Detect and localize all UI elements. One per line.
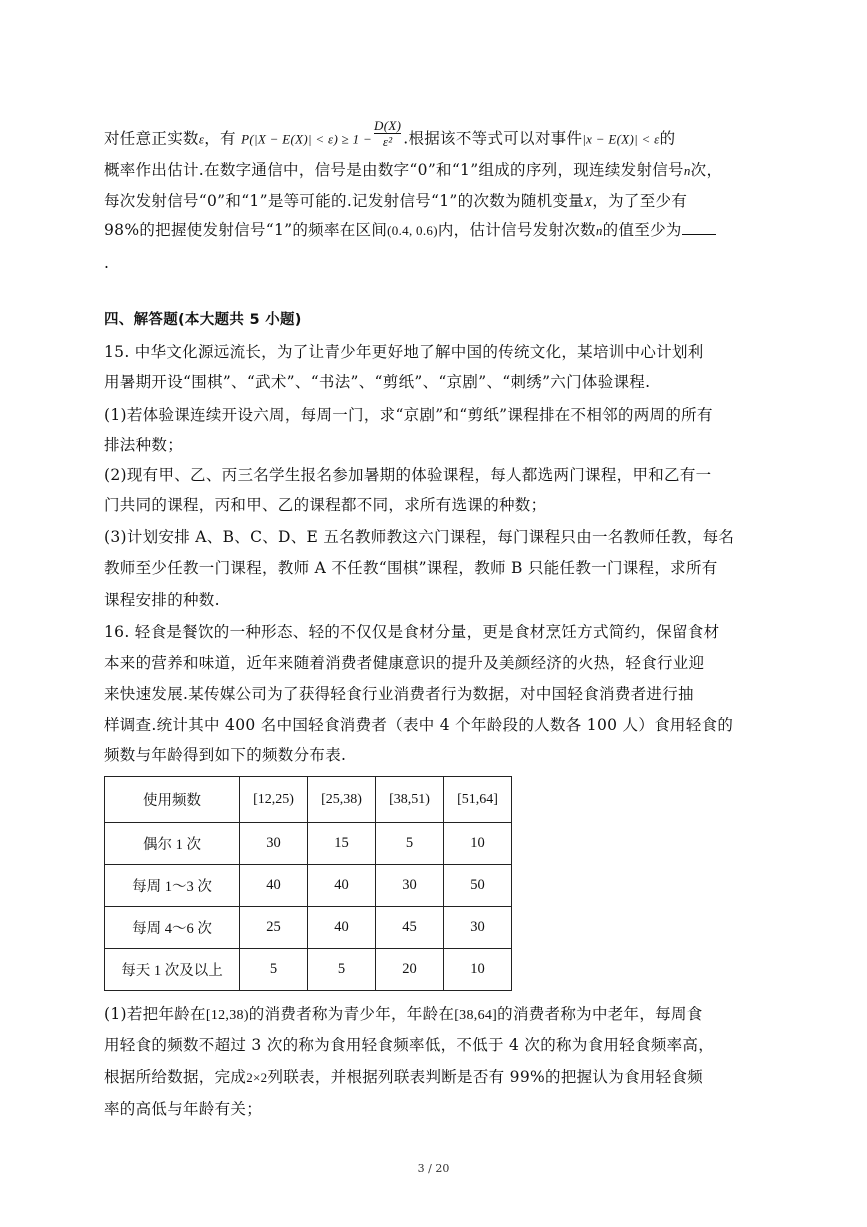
table-cell: 5	[240, 949, 308, 991]
q16-line-4: 样调查.统计其中 400 名中国轻食消费者（表中 4 个年龄段的人数各 100 人）食用轻食的	[104, 716, 734, 734]
q16-line-2: 本来的营养和味道，近年来随着消费者健康意识的提升及美颜经济的火热，轻食行业迎	[104, 654, 705, 672]
table-cell: 40	[308, 865, 376, 907]
text: 内，估计信号发射次数	[437, 221, 596, 239]
text: 每次发射信号“0”和“1”是等可能的.记发射信号“1”的次数为随机变量	[104, 192, 585, 210]
math-fraction	[374, 118, 401, 149]
table-row-label: 偶尔 1 次	[105, 823, 240, 865]
text: (1)若把年龄在	[104, 1005, 206, 1023]
math-n: n	[595, 223, 603, 238]
table-cell: 40	[240, 865, 308, 907]
q16-part1-line-1	[104, 1003, 764, 1027]
math-event: |x − E(X)| < ε	[582, 131, 660, 147]
text: 列联表，并根据列联表判断是否有 99%的把握认为食用轻食频	[267, 1068, 704, 1086]
table-cell: 50	[444, 865, 512, 907]
q16-part1-line-3	[104, 1066, 764, 1089]
q16-part1-line-4: 率的高低与年龄有关；	[104, 1100, 263, 1118]
table-cell: 10	[444, 823, 512, 865]
table-column-header: [38,51)	[376, 777, 444, 823]
table-row	[105, 949, 512, 991]
table-cell: 40	[308, 907, 376, 949]
text: 概率作出估计.在数字通信中，信号是由数字“0”和“1”组成的序列，现连续发射信号	[104, 161, 684, 179]
table-column-header: [51,64]	[444, 777, 512, 823]
q15-line-7: (3)计划安排 A、B、C、D、E 五名教师教这六门课程，每门课程只由一名教师任教，每名	[104, 528, 735, 546]
table-row	[105, 865, 512, 907]
q15-line-8: 教师至少任教一门课程，教师 A 不任教“围棋”课程，教师 B 只能任教一门课程，求所有	[104, 559, 718, 577]
table-row-label: 每周 4～6 次	[105, 907, 240, 949]
q15-line-6: 门共同的课程，丙和甲、乙的课程都不同，求所有选课的种数；	[104, 496, 547, 514]
table-cell: 30	[240, 823, 308, 865]
intro-line-4	[104, 219, 764, 242]
text: ，为了至少有	[592, 192, 688, 210]
answer-blank	[682, 220, 716, 235]
table-header-row	[105, 777, 512, 823]
intro-line-3	[104, 190, 764, 213]
table-row	[105, 907, 512, 949]
table-column-header: [25,38)	[308, 777, 376, 823]
table-cell: 30	[444, 907, 512, 949]
q15-line-5: (2)现有甲、乙、丙三名学生报名参加暑期的体验课程，每人都选两门课程，甲和乙有一	[104, 466, 712, 484]
table-cell: 30	[376, 865, 444, 907]
frequency-table	[104, 776, 512, 991]
fraction-numerator: D(X)	[374, 118, 402, 133]
math-interval: [12,38)	[205, 1008, 249, 1023]
table-row	[105, 823, 512, 865]
table-cell: 45	[376, 907, 444, 949]
table-cell: 25	[240, 907, 308, 949]
text: 次，	[690, 161, 723, 179]
text: 的消费者称为青少年，年龄在	[248, 1005, 455, 1023]
table-column-header: [12,25)	[240, 777, 308, 823]
table-row-label: 每周 1～3 次	[105, 865, 240, 907]
table-cell: 5	[376, 823, 444, 865]
table-cell: 5	[308, 949, 376, 991]
text: 的消费者称为中老年，每周食	[497, 1005, 703, 1023]
text: 的值至少为	[602, 221, 682, 239]
math-interval: [38,64]	[454, 1008, 498, 1023]
math-interval: (0.4, 0.6)	[387, 223, 438, 238]
intro-line-2	[104, 159, 764, 182]
math-X: X	[584, 194, 593, 209]
q16-line-1: 16. 轻食是餐饮的一种形态、轻的不仅仅是食材分量，更是食材烹饪方式简约，保留食材	[104, 623, 720, 641]
q15-line-3: (1)若体验课连续开设六周，每周一门，求“京剧”和“剪纸”课程排在不相邻的两周的所有	[104, 406, 713, 424]
q15-line-1: 15. 中华文化源远流长，为了让青少年更好地了解中国的传统文化，某培训中心计划利	[104, 343, 704, 361]
math-n: n	[683, 163, 691, 178]
table-row-label: 每天 1 次及以上	[105, 949, 240, 991]
table-cell: 15	[308, 823, 376, 865]
math-epsilon: ε	[198, 131, 205, 147]
table-cell: 20	[376, 949, 444, 991]
q15-line-4: 排法种数；	[104, 436, 184, 454]
table-corner-header: 使用频数	[105, 777, 240, 823]
text: 对任意正实数	[104, 129, 199, 148]
q15-line-9: 课程安排的种数.	[104, 591, 220, 609]
section-title: 四、解答题(本大题共 5 小题)	[104, 312, 302, 328]
intro-line-1	[104, 118, 764, 155]
math-2x2: 2×2	[246, 1070, 268, 1085]
text: 根据所给数据，完成	[104, 1068, 247, 1086]
fraction-denominator: ε²	[374, 133, 401, 149]
q15-line-2: 用暑期开设“围棋”、“武术”、“书法”、“剪纸”、“京剧”、“刺绣”六门体验课程.	[104, 373, 651, 391]
intro-line-5: .	[104, 254, 110, 272]
text: 的	[659, 129, 676, 148]
q16-line-3: 来快速发展.某传媒公司为了获得轻食行业消费者行为数据，对中国轻食消费者进行抽	[104, 685, 694, 703]
text: ，有	[204, 129, 236, 148]
q16-line-5: 频数与年龄得到如下的频数分布表.	[104, 746, 347, 764]
text: 98%的把握使发射信号“1”的频率在区间	[104, 221, 388, 239]
math-inequality: P(|X − E(X)| < ε) ≥ 1 −	[241, 131, 373, 147]
text: .根据该不等式可以对事件	[403, 129, 583, 148]
table-cell: 10	[444, 949, 512, 991]
page-number: 3 / 20	[417, 1162, 450, 1175]
q16-part1-line-2: 用轻食的频数不超过 3 次的称为食用轻食频率低，不低于 4 次的称为食用轻食频率高，	[104, 1036, 715, 1054]
